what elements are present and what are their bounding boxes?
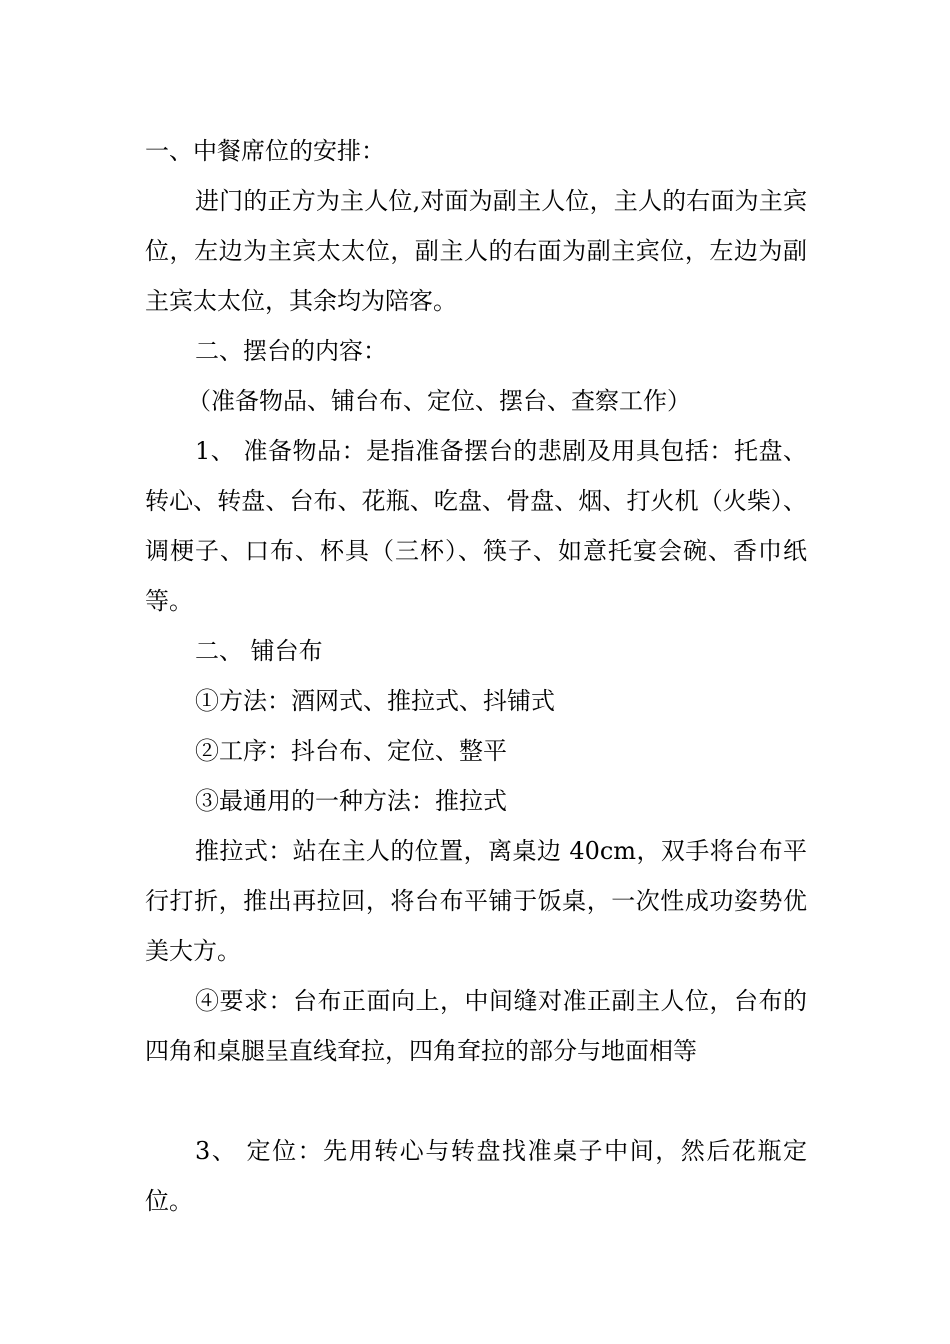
- paragraph-spacer: [145, 1076, 807, 1126]
- paragraph-tablecloth-requirements: ④要求：台布正面向上，中间缝对准正副主人位，台布的四角和桌腿呈直线耷拉，四角耷拉的部分与地面相等: [145, 987, 807, 1065]
- paragraph-positioning: 3、 定位：先用转心与转盘找准桌子中间，然后花瓶定位。: [145, 1137, 807, 1215]
- paragraph-seating-arrangement: 进门的正方为主人位,对面为副主人位，主人的右面为主宾位，左边为主宾太太位，副主人的右面为副主宾位，左边为副主宾太太位，其余均为陪客。: [145, 187, 807, 315]
- tablecloth-method: ①方法：酒网式、推拉式、抖铺式: [195, 687, 555, 715]
- section-heading-seating: 一、中餐席位的安排：: [145, 137, 385, 165]
- document-body: [145, 126, 807, 1226]
- paragraph-push-pull-method: 推拉式：站在主人的位置，离桌边 40cm，双手将台布平行打折，推出再拉回，将台布平铺于饭桌，一次性成功姿势优美大方。: [145, 837, 807, 965]
- tablecloth-procedure: ②工序：抖台布、定位、整平: [195, 737, 507, 765]
- section-heading-tablecloth: 二、 铺台布: [195, 637, 323, 665]
- table-setting-steps: （准备物品、铺台布、定位、摆台、查察工作）: [187, 387, 691, 415]
- section-heading-table-setting: 二、摆台的内容：: [195, 337, 387, 365]
- paragraph-prepare-items: 1、 准备物品：是指准备摆台的悲剧及用具包括：托盘、转心、转盘、台布、花瓶、吃盘、骨盘、烟、打火机（火柴）、调梗子、口布、杯具（三杯）、筷子、如意托宴会碗、香巾纸等。: [145, 437, 807, 615]
- tablecloth-common-method: ③最通用的一种方法：推拉式: [195, 787, 507, 815]
